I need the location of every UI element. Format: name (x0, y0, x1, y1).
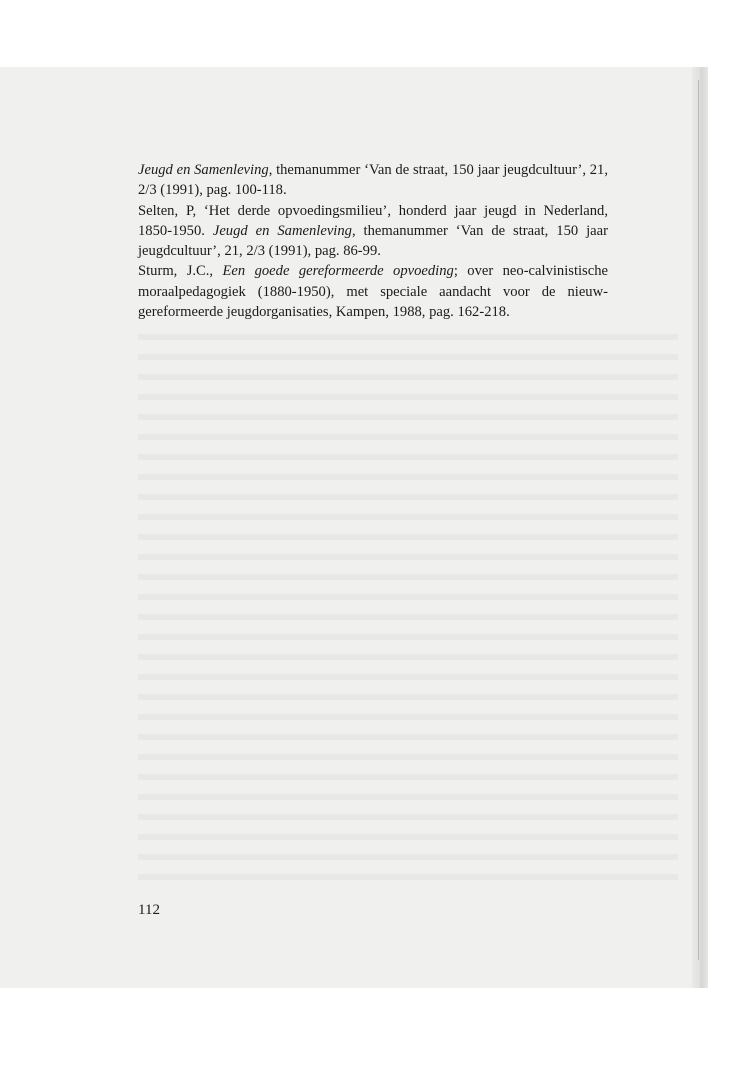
reference-entry-3 (138, 261, 608, 322)
reference-entry-1 (138, 160, 608, 201)
reference-entry-2 (138, 201, 608, 262)
reference-details: , themanummer ‘Van de straat, 150 jaar jeugdcultuur’, 21, 2/3 (1991), pag. 100-118. (138, 162, 608, 199)
reference-title: Jeugd en Samenleving (212, 222, 352, 239)
show-through-text (138, 320, 678, 880)
reference-author: Selten, P, ‘Het derde opvoedingsmilieu’, honderd jaar jeugd in Nederland, 1850-1950. (138, 202, 608, 239)
reference-title: Een goede gereformeerde opvoeding (222, 263, 454, 280)
page-gutter-line (698, 80, 699, 960)
reference-details: , themanummer ‘Van de straat, 150 jaar jeugdcultuur’, 21, 2/3 (1991), pag. 86-99. (138, 222, 608, 260)
page-number: 112 (138, 902, 160, 918)
reference-list (138, 160, 608, 322)
reference-title: Jeugd en Samenleving (138, 162, 269, 178)
reference-author: Sturm, J.C., (138, 263, 223, 280)
reference-details: ; over neo-calvinistische moraalpedagogiek (1880-1950), met speciale aandacht voor de nieuw-gereformeerde jeugdorganisaties, Kampen, 1988, pag. 162-218. (138, 263, 608, 321)
page-gutter-edge (692, 67, 708, 988)
